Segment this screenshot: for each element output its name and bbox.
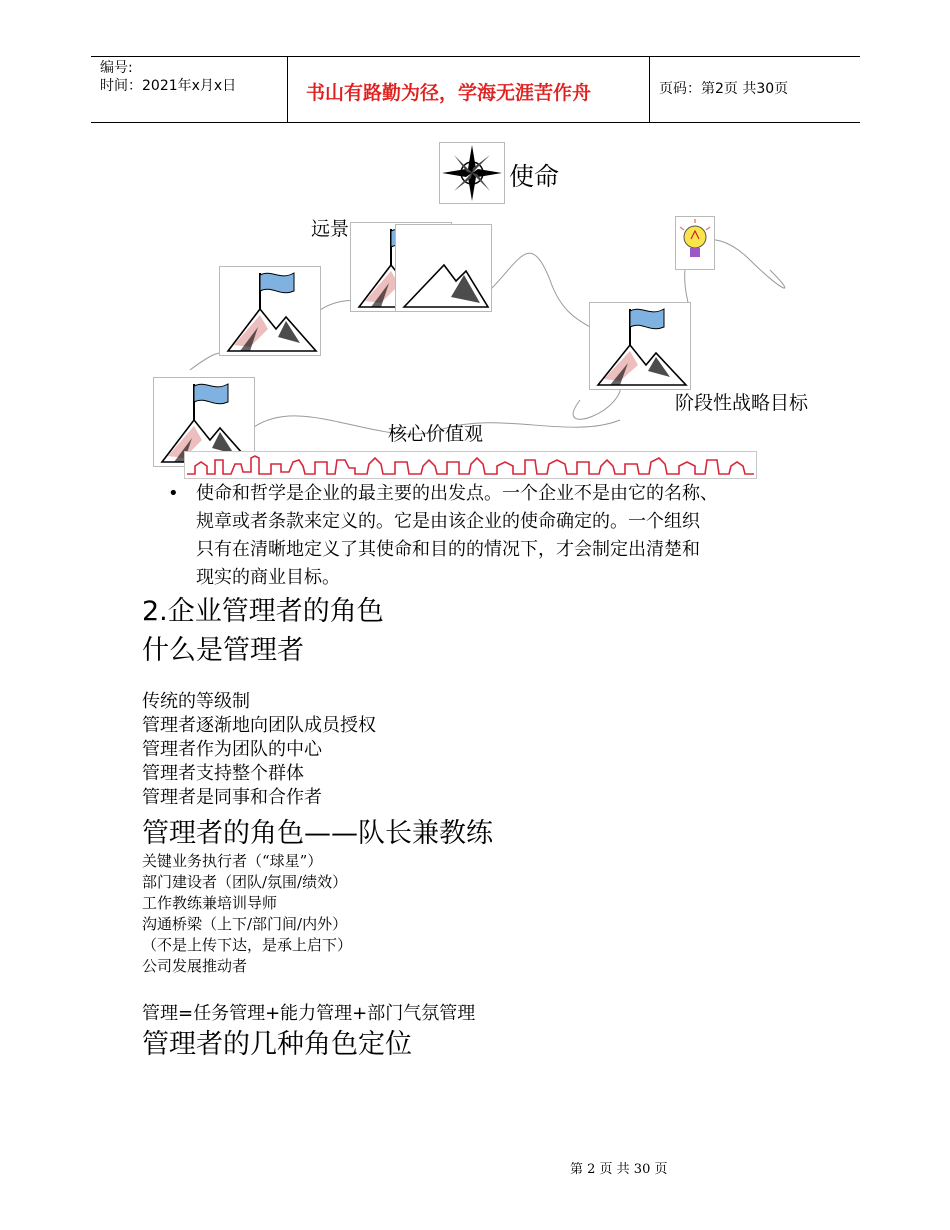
list-item: 管理者支持整个群体	[142, 763, 304, 784]
city-skyline-icon	[184, 451, 757, 479]
header-divider-right	[649, 56, 650, 122]
section-heading: 2.企业管理者的角色	[142, 596, 384, 627]
list-item: （不是上传下达，是承上启下）	[142, 936, 353, 954]
header-number: 编号:	[100, 60, 133, 76]
positioning-heading: 管理者的几种角色定位	[142, 1029, 412, 1060]
list-item: 管理者是同事和合作者	[142, 787, 322, 808]
stage-goals-label: 阶段性战略目标	[675, 392, 809, 414]
list-item: 管理者作为团队的中心	[142, 739, 322, 760]
bullet-marker: •	[168, 483, 179, 504]
roles-list	[142, 851, 352, 977]
flag-mountain-icon	[589, 302, 691, 390]
page-footer: 第 2 页 共 30 页	[570, 1162, 668, 1177]
header-divider-left	[287, 56, 288, 122]
flag-mountain-icon	[219, 266, 321, 356]
paragraph-line: 规章或者条款来定义的。它是由该企业的使命确定的。一个组织	[196, 511, 700, 532]
subsection-heading: 什么是管理者	[142, 635, 304, 666]
mission-diagram	[150, 140, 850, 480]
evolution-list	[142, 690, 376, 810]
paragraph-line: 只有在清晰地定义了其使命和目的的情况下，才会制定出清楚和	[196, 539, 700, 560]
mission-label: 使命	[509, 162, 560, 191]
mission-paragraph	[196, 482, 836, 590]
header-motto: 书山有路勤为径，学海无涯苦作舟	[306, 82, 592, 104]
list-item: 沟通桥梁（上下/部门间/内外）	[142, 915, 348, 933]
paragraph-line: 使命和哲学是企业的最主要的出发点。一个企业不是由它的名称、	[196, 483, 718, 504]
header-top-rule	[91, 56, 860, 57]
header-time: 时间：2021年x月x日	[100, 78, 237, 94]
flag-mountain-icon	[395, 224, 492, 312]
header-page: 页码：第2页 共30页	[659, 81, 789, 97]
list-item: 部门建设者（团队/氛围/绩效）	[142, 873, 348, 891]
list-item: 传统的等级制	[142, 691, 250, 712]
compass-icon	[439, 142, 505, 204]
list-item: 管理者逐渐地向团队成员授权	[142, 715, 376, 736]
role-heading: 管理者的角色——队长兼教练	[142, 818, 493, 849]
management-formula: 管理=任务管理+能力管理+部门气氛管理	[142, 1003, 476, 1024]
core-values-label: 核心价值观	[388, 423, 484, 445]
list-item: 关键业务执行者（“球星”）	[142, 852, 323, 870]
header-bottom-rule	[91, 122, 860, 123]
list-item: 工作教练兼培训导师	[142, 894, 278, 912]
paragraph-line: 现实的商业目标。	[196, 567, 340, 588]
list-item: 公司发展推动者	[142, 957, 248, 975]
vision-label: 远景	[311, 218, 350, 240]
lightbulb-icon	[675, 216, 715, 270]
